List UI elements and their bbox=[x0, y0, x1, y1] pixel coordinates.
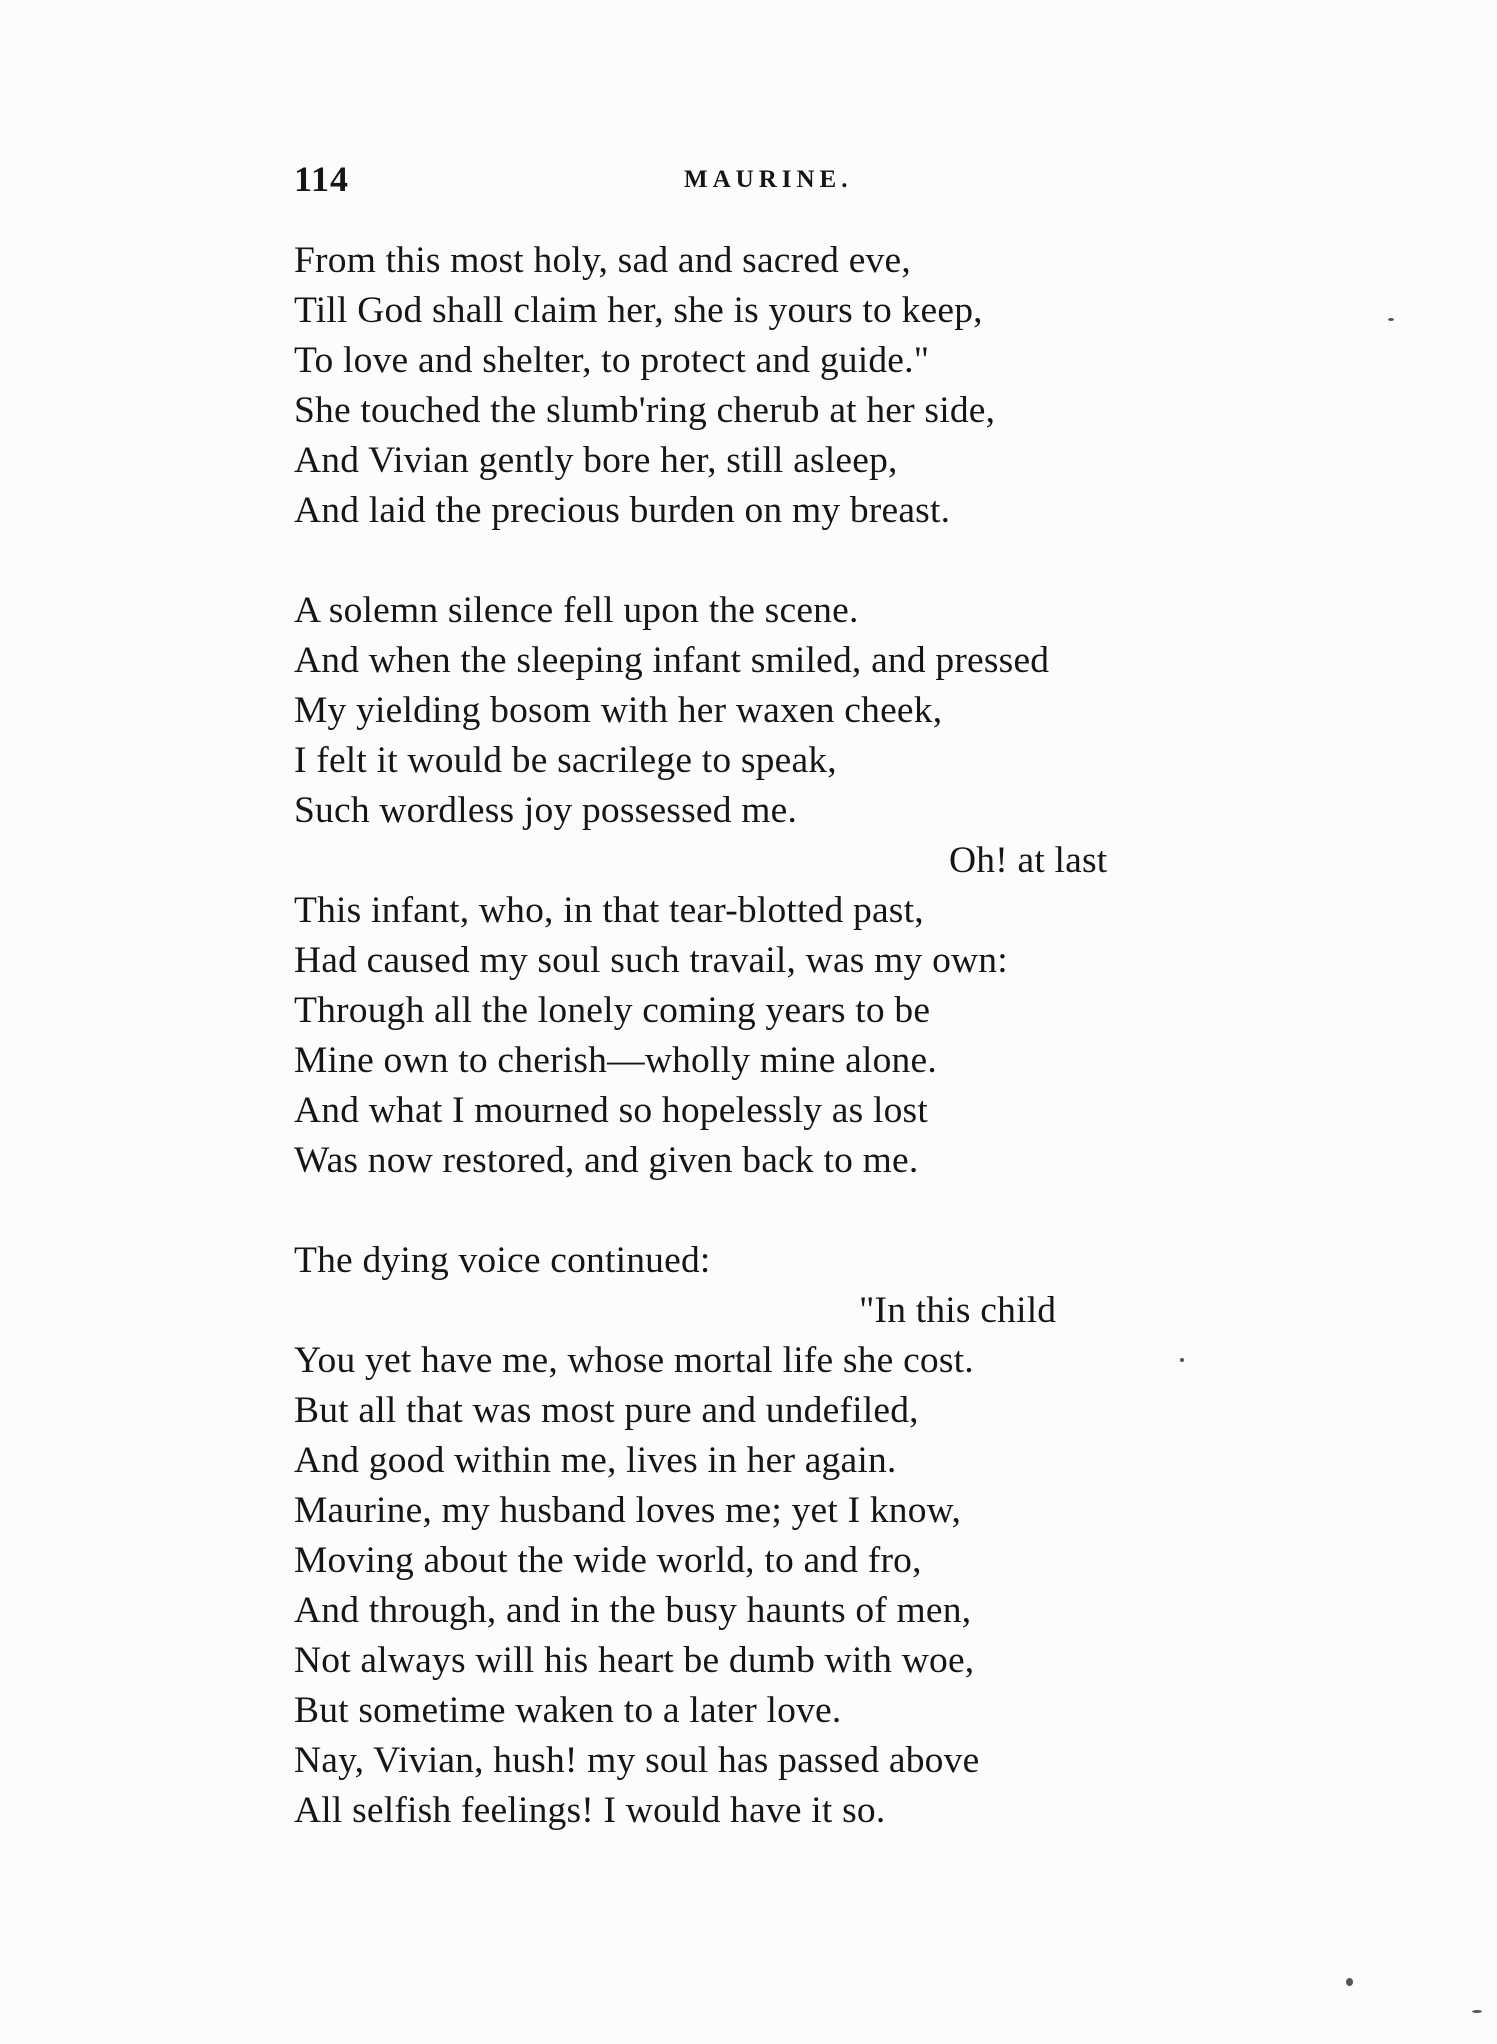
poem-line-indented: "In this child bbox=[859, 1290, 1057, 1331]
poem-line: And when the sleeping infant smiled, and pressed bbox=[294, 640, 1050, 681]
paper-speck bbox=[1180, 1358, 1184, 1362]
stanza-1 bbox=[294, 236, 1394, 536]
poem-line: Was now restored, and given back to me. bbox=[294, 1140, 919, 1181]
poem-text bbox=[294, 236, 1394, 1886]
poem-line: And laid the precious burden on my breast. bbox=[294, 490, 951, 531]
poem-line: You yet have me, whose mortal life she cost. bbox=[294, 1340, 974, 1381]
poem-line: Mine own to cherish—wholly mine alone. bbox=[294, 1040, 937, 1081]
poem-line: To love and shelter, to protect and guide." bbox=[294, 340, 930, 381]
poem-line: And Vivian gently bore her, still asleep, bbox=[294, 440, 898, 481]
running-title: MAURINE. bbox=[684, 166, 853, 193]
poem-line: Such wordless joy possessed me. bbox=[294, 790, 798, 831]
paper-speck bbox=[1346, 1978, 1353, 1986]
poem-line: But sometime waken to a later love. bbox=[294, 1690, 842, 1731]
poem-line: But all that was most pure and undefiled, bbox=[294, 1390, 919, 1431]
poem-line: And through, and in the busy haunts of men, bbox=[294, 1590, 972, 1631]
poem-line: All selfish feelings! I would have it so. bbox=[294, 1790, 886, 1831]
poem-line: A solemn silence fell upon the scene. bbox=[294, 590, 859, 631]
poem-line: The dying voice continued: bbox=[294, 1240, 711, 1281]
paper-speck bbox=[1472, 2010, 1482, 2013]
poem-line: Moving about the wide world, to and fro, bbox=[294, 1540, 922, 1581]
poem-line: And what I mourned so hopelessly as lost bbox=[294, 1090, 928, 1131]
poem-line-indented: Oh! at last bbox=[949, 840, 1108, 881]
poem-line: Maurine, my husband loves me; yet I know, bbox=[294, 1490, 962, 1531]
poem-line: Had caused my soul such travail, was my own: bbox=[294, 940, 1008, 981]
page-header bbox=[294, 158, 1294, 208]
poem-line: From this most holy, sad and sacred eve, bbox=[294, 240, 911, 281]
poem-line: Till God shall claim her, she is yours to keep, bbox=[294, 290, 983, 331]
poem-line: This infant, who, in that tear-blotted past, bbox=[294, 890, 924, 931]
poem-line: She touched the slumb'ring cherub at her side, bbox=[294, 390, 996, 431]
poem-line: Nay, Vivian, hush! my soul has passed above bbox=[294, 1740, 980, 1781]
stanza-3 bbox=[294, 1236, 1394, 1836]
poem-line: I felt it would be sacrilege to speak, bbox=[294, 740, 837, 781]
poem-line: My yielding bosom with her waxen cheek, bbox=[294, 690, 943, 731]
poem-line: And good within me, lives in her again. bbox=[294, 1440, 897, 1481]
paper-speck bbox=[1388, 318, 1394, 321]
poem-line: Not always will his heart be dumb with woe, bbox=[294, 1640, 975, 1681]
page-number: 114 bbox=[294, 159, 350, 199]
stanza-2 bbox=[294, 586, 1394, 1186]
poem-line: Through all the lonely coming years to be bbox=[294, 990, 931, 1031]
